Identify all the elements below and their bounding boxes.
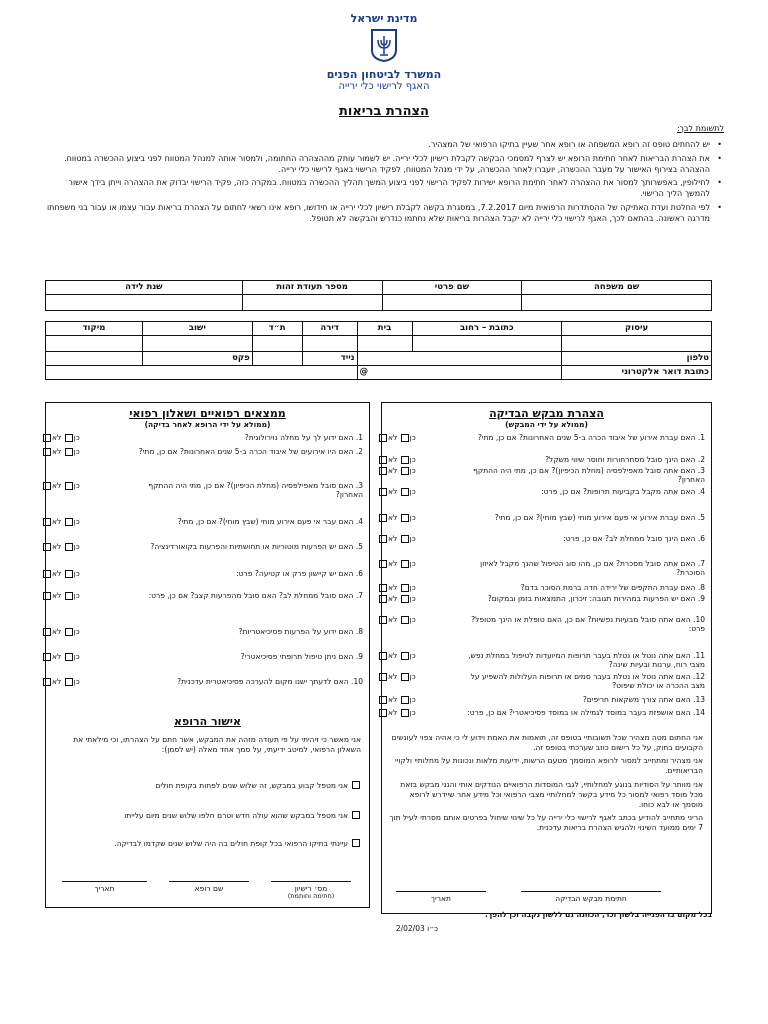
question-text: 8. האם עברת התקפים של ירידה חדה ברמת הסוכר בדם?	[520, 583, 705, 592]
yes-label: כן	[409, 559, 416, 568]
yes-checkbox[interactable]	[65, 628, 73, 636]
yes-checkbox[interactable]	[401, 673, 409, 681]
no-checkbox[interactable]	[379, 616, 387, 624]
no-checkbox[interactable]	[379, 434, 387, 442]
apartment-header: דירה	[302, 322, 357, 336]
question-text: 3. האם סובל מאפילפסיה (מחלת הכיפיון)? אם כן, מתי היה ההתקף האחרון?	[148, 481, 363, 500]
yes-label: כן	[409, 615, 416, 624]
doctor-approval-title: אישור הרופא	[173, 715, 241, 728]
fax-label: פקס	[142, 352, 252, 366]
yes-label: כן	[73, 652, 80, 661]
mobile-field[interactable]	[252, 352, 302, 366]
yes-label: כן	[73, 591, 80, 600]
no-checkbox[interactable]	[43, 653, 51, 661]
declaration-paragraph: אני מוותר על הסודיות בנוגע למחלותיי, לגבי המוסדות הרפואיים הנודקים אותי והנני מבקש בזאת מכל מוסד רפואי למסור כל מידע בקשר למחלותיי מצבי הרפואי וכל מידע אחר שיידרש לרופא מוסמך או לבא כוחו.	[400, 779, 703, 809]
yes-checkbox[interactable]	[401, 595, 409, 603]
yes-no-options	[378, 559, 416, 568]
no-checkbox[interactable]	[379, 456, 387, 464]
no-checkbox[interactable]	[43, 628, 51, 636]
question-text: 1. האם ידוע לך על מחלה נוירולוגית?	[244, 433, 363, 442]
no-label: לא	[388, 651, 398, 660]
no-checkbox[interactable]	[379, 696, 387, 704]
no-label: לא	[388, 594, 398, 603]
yes-no-options	[378, 594, 416, 603]
question-text: 12. האם אתה נוטל או נטלת בעבר סמים או תרופות העלולות להשפיע על מצב ההכרה או יכולת שיפוט?	[470, 672, 705, 691]
yes-no-options	[378, 455, 416, 464]
yes-label: כן	[73, 433, 80, 442]
yes-no-options	[42, 569, 80, 578]
personal-id-table	[45, 280, 712, 311]
page-title: הצהרת בריאות	[339, 104, 429, 119]
doctor-option-text: אני מטפל קבוע במבקש, זה שלוש שנים לפחות בקופת חולים	[155, 781, 348, 790]
birth-year-header: שנת לידה	[46, 281, 243, 295]
applicant-signature-line[interactable]: חתימת מבקש הבדיקה	[521, 891, 661, 903]
phone-field[interactable]	[357, 352, 562, 366]
instruction-item: • יש להחתים טופס זה רופא המשפחה או רופא אחר שעיין בתיקו הרפואי של המצהיר.	[44, 140, 724, 151]
yes-checkbox[interactable]	[65, 678, 73, 686]
no-checkbox[interactable]	[43, 543, 51, 551]
email-field[interactable]	[46, 366, 358, 380]
question-text: 10. האם אתה סובל מבעיות נפשיות? אם כן, האם טופלת או הינך מטופל? פרט:	[471, 615, 705, 634]
house-field[interactable]	[357, 336, 412, 352]
ministry-header	[284, 12, 484, 93]
yes-no-options	[378, 513, 416, 522]
yes-checkbox[interactable]	[65, 434, 73, 442]
yes-checkbox[interactable]	[65, 570, 73, 578]
yes-checkbox[interactable]	[65, 543, 73, 551]
medical-subtitle: (ממולא על ידי הרופא לאחר בדיקה)	[144, 420, 271, 430]
no-label: לא	[52, 652, 62, 661]
no-label: לא	[388, 433, 398, 442]
medical-title: ממצאים רפואיים ושאלון רפואי	[129, 407, 286, 420]
yes-no-options	[378, 708, 416, 717]
yes-label: כן	[73, 481, 80, 490]
instruction-item: • לחילופין, באפשרותך למסור את ההצהרה לאחר חתימת הרופא ישירות לפקיד הרישוי לפני ביצוע המשך תהליך ההכשרה במטווח. במקרה כזה, פקיד הרישוי יבדוק את ההצהרה וייתן בידך אישור להמשך הליך הרישוי.	[44, 178, 724, 200]
no-label: לא	[388, 466, 398, 475]
applicant-subtitle: (ממולא על ידי המבקש)	[505, 420, 588, 430]
yes-label: כן	[409, 487, 416, 496]
yes-label: כן	[73, 447, 80, 456]
fax-field[interactable]	[46, 352, 143, 366]
no-checkbox[interactable]	[379, 673, 387, 681]
no-label: לא	[388, 487, 398, 496]
yes-checkbox[interactable]	[401, 535, 409, 543]
question-text: 3. האם אתה סובל מאפילפסיה (מחלת הכיפיון)? אם כן, מתי היה ההתקף האחרון?	[473, 466, 705, 485]
yes-no-options	[42, 627, 80, 636]
pobox-header: ת״ד	[252, 322, 302, 336]
no-label: לא	[388, 513, 398, 522]
occupation-header: עיסוק	[562, 322, 712, 336]
doctor-date-line[interactable]: תאריך	[62, 881, 147, 893]
yes-no-options	[378, 651, 416, 660]
question-text: 9. האם יש הפרעות במהירות תגובה: זיכרון, התמצאות בזמן ובמקום?	[487, 594, 705, 603]
applicant-title: הצהרת מבקש הבדיקה	[489, 407, 604, 420]
yes-no-options	[378, 433, 416, 442]
yes-no-options	[42, 542, 80, 551]
no-checkbox[interactable]	[379, 560, 387, 568]
question-text: 2. האם הינך סובל מסחרחורות וחוסר שיווי משקל?	[545, 455, 705, 464]
yes-checkbox[interactable]	[65, 448, 73, 456]
yes-checkbox[interactable]	[401, 709, 409, 717]
no-checkbox[interactable]	[379, 709, 387, 717]
yes-checkbox[interactable]	[401, 696, 409, 704]
no-label: לא	[52, 433, 62, 442]
city-field[interactable]	[142, 336, 252, 352]
gender-footnote: בכל מקום בו הפנייה בלשון זכר, הכוונה גם ללשון נקבה וכן להפך.	[484, 910, 712, 919]
no-label: לא	[52, 481, 62, 490]
doctor-option-text: אני מטפל במבקש שהוא עולה חדש וטרם חלפו שלוש שנים מיום עלייתו	[124, 811, 348, 820]
yes-no-options	[378, 695, 416, 704]
yes-label: כן	[409, 594, 416, 603]
department-name: האגף לרישוי כלי ירייה	[338, 80, 430, 92]
yes-no-options	[42, 652, 80, 661]
last-name-header: שם משפחה	[522, 281, 712, 295]
no-label: לא	[52, 569, 62, 578]
question-text: 7. האם סובל ממחלת לב? האם סובל מהפרעות קצב? אם כן, פרט:	[148, 591, 363, 600]
question-text: 13. האם אתה צורך משקאות חריפים?	[582, 695, 705, 704]
yes-checkbox[interactable]	[401, 652, 409, 660]
no-label: לא	[388, 615, 398, 624]
yes-label: כן	[409, 455, 416, 464]
yes-no-options	[378, 534, 416, 543]
yes-label: כן	[73, 517, 80, 526]
question-text: 8. האם ידוע על הפרעות פסיכיאטריות?	[238, 627, 363, 636]
no-checkbox[interactable]	[43, 448, 51, 456]
question-text: 9. האם ניתן טיפול תרופתי פסיכיאטרי?	[240, 652, 363, 661]
declaration-paragraph: אני מצהיר ומתחייב למסור לרופא המוסמך מטעם הרשות, ידיעות מלאות ונכונות על מחלותיי ולקויי הבריאותיים.	[395, 756, 703, 776]
mobile-label: נייד	[302, 352, 357, 366]
yes-label: כן	[73, 542, 80, 551]
doctor-license-label: מס׳ רישיון	[294, 884, 328, 893]
no-checkbox[interactable]	[379, 488, 387, 496]
no-label: לא	[52, 447, 62, 456]
no-label: לא	[52, 591, 62, 600]
question-text: 7. האם אתה סובל מסכרת? אם כן, מהו סוג הטיפול שהנך מקבל לאיזון הסוכרת?	[480, 559, 705, 578]
instruction-item: • את הצהרת הבריאות לאחר חתימת הרופא יש לצרף למסמכי הבקשה לקבלת רישיון לכלי ירייה. יש לשמור עותק מההצהרה החתומה, ולמסור אותה למנהל המטווח לפני ביצוע ההכשרה במטווח. ההצהרה בצירוף האישור על מעבר ההכשרה, יועברו לאחר ההכשרה, על ידי מנהל המטווח, לפקיד הרישוי באגף לרישוי כלי ירייה.	[44, 154, 724, 176]
yes-label: כן	[73, 677, 80, 686]
email-label: כתובת דואר אלקטרוני	[562, 366, 712, 380]
no-checkbox[interactable]	[43, 592, 51, 600]
yes-label: כן	[409, 513, 416, 522]
no-label: לא	[388, 672, 398, 681]
no-label: לא	[52, 677, 62, 686]
state-name: מדינת ישראל	[350, 12, 418, 25]
no-label: לא	[388, 695, 398, 704]
question-text: 11. האם אתה נוטל או נטלת בעבר תרופות המיועדות לטיפול במחלת נפש, מצבי רוח, ערנות ובעיות שינה?	[468, 651, 705, 670]
occupation-field[interactable]	[562, 336, 712, 352]
yes-checkbox[interactable]	[65, 653, 73, 661]
yes-label: כן	[409, 583, 416, 592]
yes-no-options	[42, 517, 80, 526]
no-checkbox[interactable]	[379, 514, 387, 522]
doctor-option	[51, 781, 361, 791]
no-label: לא	[52, 517, 62, 526]
last-name-field[interactable]	[522, 295, 712, 311]
form-version: כ״ו 2/02/03	[395, 924, 438, 933]
yes-checkbox[interactable]	[401, 434, 409, 442]
doctor-approval-text: אני מאשר כי זיהיתי על פי תעודה מזהה את המבקש, אשר חתם על הצהרתו, וכי מילאתי את השאלון הרפואי, למיטב ידיעתי, על סמך אחד מאלה (יש לסמן):	[73, 735, 361, 755]
yes-label: כן	[73, 569, 80, 578]
doctor-name-line[interactable]: שם רופא	[169, 881, 249, 893]
yes-no-options	[378, 615, 416, 624]
doctor-option-text: עיינתי בתיקו הרפואי בכל קופת חולים בה היה שלוש שנים שקדמו לבדיקה.	[114, 839, 348, 848]
house-header: בית	[357, 322, 412, 336]
street-header: כתובת – רחוב	[412, 322, 562, 336]
yes-no-options	[42, 433, 80, 442]
question-text: 5. האם עברת אירוע אי פעם אירוע מוחי (שבץ מוחי)? אם כן, מתי?	[494, 513, 705, 522]
yes-checkbox[interactable]	[65, 518, 73, 526]
option-checkbox[interactable]	[352, 781, 360, 789]
yes-no-options	[42, 447, 80, 456]
yes-checkbox[interactable]	[401, 467, 409, 475]
no-checkbox[interactable]	[379, 652, 387, 660]
city-header: ישוב	[142, 322, 252, 336]
attention-label: לתשומת לבך:	[676, 124, 724, 133]
yes-label: כן	[409, 651, 416, 660]
state-emblem-icon	[369, 28, 399, 62]
no-checkbox[interactable]	[43, 518, 51, 526]
no-checkbox[interactable]	[43, 434, 51, 442]
phone-label: טלפון	[562, 352, 712, 366]
first-name-header: שם פרטי	[382, 281, 522, 295]
first-name-field[interactable]	[382, 295, 522, 311]
zipcode-field[interactable]	[46, 336, 143, 352]
applicant-declaration-text	[387, 733, 703, 833]
yes-no-options	[42, 677, 80, 686]
yes-no-options	[378, 672, 416, 681]
yes-label: כן	[409, 534, 416, 543]
question-text: 1. האם עברת אירוע של איבוד הכרה ב-5 שנים האחרונות? אם כן, מתי?	[477, 433, 705, 442]
id-number-header: מספר תעודת זהות	[242, 281, 382, 295]
yes-no-options	[378, 466, 416, 475]
doctor-license-line[interactable]	[271, 881, 351, 901]
birth-year-field[interactable]	[46, 295, 243, 311]
yes-checkbox[interactable]	[401, 514, 409, 522]
yes-checkbox[interactable]	[401, 616, 409, 624]
no-label: לא	[52, 627, 62, 636]
instructions-list	[44, 140, 724, 228]
yes-checkbox[interactable]	[65, 592, 73, 600]
question-text: 2. האם היו אירועים של איבוד הכרה ב-5 שנים האחרונות? אם כן, מתי?	[138, 447, 363, 456]
pobox-field[interactable]	[252, 336, 302, 352]
yes-label: כן	[409, 708, 416, 717]
question-text: 5. האם יש הפרעות מוטוריות או תחושתיות והפרעות בקואורדינציה?	[150, 542, 363, 551]
yes-checkbox[interactable]	[401, 560, 409, 568]
no-checkbox[interactable]	[43, 570, 51, 578]
doctor-option	[51, 839, 361, 849]
yes-no-options	[378, 487, 416, 496]
no-checkbox[interactable]	[379, 535, 387, 543]
no-checkbox[interactable]	[379, 467, 387, 475]
yes-label: כן	[409, 433, 416, 442]
question-text: 4. האם אתה מקבל בקביעות תרופות? אם כן, פרט:	[541, 487, 705, 496]
applicant-declaration-panel	[381, 402, 712, 914]
no-checkbox[interactable]	[43, 482, 51, 490]
no-label: לא	[388, 708, 398, 717]
yes-label: כן	[409, 672, 416, 681]
medical-findings-panel	[45, 402, 370, 908]
question-text: 6. האם יש קיישון פרק או קטיעה? פרט:	[236, 569, 363, 578]
yes-label: כן	[409, 695, 416, 704]
yes-no-options	[42, 481, 80, 490]
yes-checkbox[interactable]	[401, 456, 409, 464]
id-number-field[interactable]	[242, 295, 382, 311]
yes-no-options	[42, 591, 80, 600]
instruction-item: • לפי החלטת ועדת האתיקה של ההסתדרות הרפואית מיום 7.2.2017, במסגרת בקשה לקבלת רישיון לכלי ירייה או חידושו, רופא אינו רשאי לחתום על הצהרת בריאות עבור עצמו או עבור בני משפחתו מדרגה ראשונה. בהתאם לכך, האגף לרישוי כלי ירייה לא יקבל הצהרות בריאות שלא נחתמו כנדרש והבקשה לא תטופל.	[44, 203, 724, 225]
no-checkbox[interactable]	[43, 678, 51, 686]
at-sign: @	[357, 366, 562, 380]
zipcode-header: מיקוד	[46, 322, 143, 336]
option-checkbox[interactable]	[352, 811, 360, 819]
no-label: לא	[388, 455, 398, 464]
declaration-paragraph: אני החתום מטה מצהיר שכל תשובותיי בטופס זה, תואמות את האמת וידוע לי כי אהיה צפוי לעונשים הקבועים בחוק, על כל רישום כוזב שערכתי בטופס זה.	[391, 733, 703, 753]
yes-checkbox[interactable]	[401, 584, 409, 592]
no-checkbox[interactable]	[379, 595, 387, 603]
no-label: לא	[388, 534, 398, 543]
doctor-option	[51, 811, 361, 821]
no-label: לא	[52, 542, 62, 551]
apartment-field[interactable]	[302, 336, 357, 352]
yes-checkbox[interactable]	[65, 482, 73, 490]
question-text: 14. האם אושפזת בעבר במוסד לגמילה או במוסד פסיכיאטרי? אם כן, פרט:	[467, 708, 705, 717]
yes-no-options	[378, 583, 416, 592]
declaration-paragraph: הריני מתחייב להודיע בכתב לאגף לרישוי כלי ירייה על כל שינוי שיחול בפרטים אותם מסרתי לעיל תוך 7 ימים ממועד השינוי ולהגיש הצהרת בריאות עדכנית.	[389, 812, 703, 832]
applicant-date-line[interactable]: תאריך	[396, 891, 486, 903]
no-checkbox[interactable]	[379, 584, 387, 592]
option-checkbox[interactable]	[352, 839, 360, 847]
question-text: 10. האם לדעתך ישנו מקום להערכה פסיכיאטרית עדכנית?	[177, 677, 363, 686]
yes-checkbox[interactable]	[401, 488, 409, 496]
no-label: לא	[388, 559, 398, 568]
no-label: לא	[388, 583, 398, 592]
yes-label: כן	[409, 466, 416, 475]
doctor-license-note: (חתימה וחותמת)	[287, 892, 335, 900]
address-table	[45, 321, 712, 380]
ministry-name: המשרד לביטחון הפנים	[326, 67, 442, 81]
question-text: 6. האם הינך סובל ממחלת לב? אם כן, פרט:	[563, 534, 705, 543]
yes-label: כן	[73, 627, 80, 636]
question-text: 4. האם עבר אי פעם אירוע מוחי (שבץ מוחי)? אם כן, מתי?	[177, 517, 363, 526]
street-field[interactable]	[412, 336, 562, 352]
